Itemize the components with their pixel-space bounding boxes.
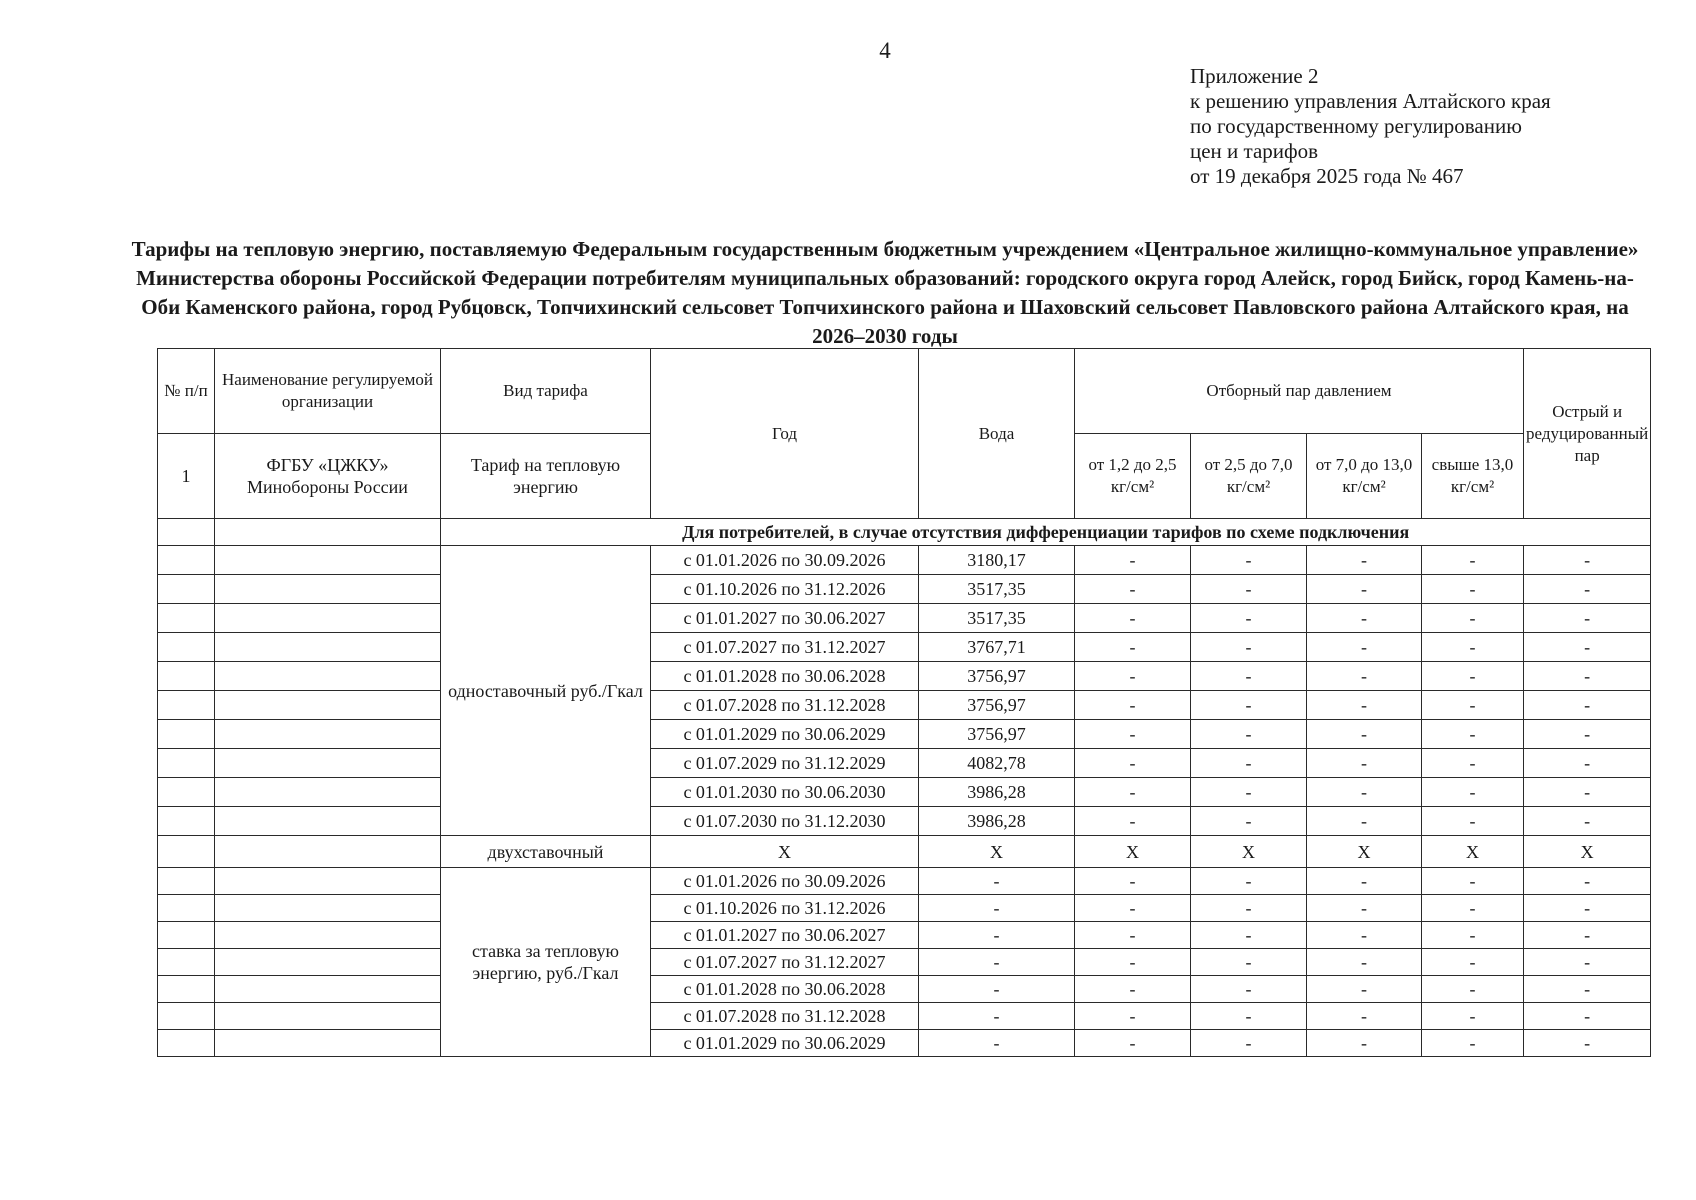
empty-cell bbox=[158, 836, 215, 868]
cell-p1: - bbox=[1075, 749, 1191, 778]
cell-p2: - bbox=[1191, 949, 1307, 976]
cell-p3: - bbox=[1307, 662, 1422, 691]
energy-rate-label: ставка за тепловую энергию, руб./Гкал bbox=[441, 868, 651, 1057]
cell-p2: - bbox=[1191, 895, 1307, 922]
appendix-line: по государственному регулированию bbox=[1190, 114, 1522, 138]
cell-sharp: - bbox=[1524, 720, 1651, 749]
cell-p4: - bbox=[1422, 749, 1524, 778]
cell-p2: - bbox=[1191, 868, 1307, 895]
empty-cell bbox=[215, 720, 441, 749]
cell-sharp: - bbox=[1524, 976, 1651, 1003]
empty-cell bbox=[158, 749, 215, 778]
empty-cell bbox=[215, 1003, 441, 1030]
cell-water: 3986,28 bbox=[919, 807, 1075, 836]
cell-water: 3517,35 bbox=[919, 604, 1075, 633]
empty-cell bbox=[158, 633, 215, 662]
empty-cell bbox=[215, 836, 441, 868]
header-tariff-type: Вид тарифа bbox=[441, 349, 651, 434]
cell-water: X bbox=[919, 836, 1075, 868]
cell-sharp: X bbox=[1524, 836, 1651, 868]
empty-cell bbox=[215, 868, 441, 895]
appendix-line: от 19 декабря 2025 года № 467 bbox=[1190, 164, 1464, 188]
cell-p4: - bbox=[1422, 575, 1524, 604]
section-title: Для потребителей, в случае отсутствия дифференциации тарифов по схеме подключения bbox=[441, 519, 1651, 546]
cell-period: с 01.01.2027 по 30.06.2027 bbox=[651, 604, 919, 633]
cell-p1: - bbox=[1075, 604, 1191, 633]
cell-water: 3986,28 bbox=[919, 778, 1075, 807]
cell-p3: - bbox=[1307, 1030, 1422, 1057]
cell-sharp: - bbox=[1524, 604, 1651, 633]
table-row bbox=[158, 720, 1651, 749]
cell-p2: - bbox=[1191, 807, 1307, 836]
empty-cell bbox=[215, 778, 441, 807]
cell-p2: - bbox=[1191, 546, 1307, 575]
empty-cell bbox=[215, 976, 441, 1003]
header-pressure-3: от 7,0 до 13,0 кг/см² bbox=[1307, 434, 1422, 519]
cell-p3: - bbox=[1307, 691, 1422, 720]
table-row bbox=[158, 604, 1651, 633]
cell-p3: - bbox=[1307, 976, 1422, 1003]
cell-water: - bbox=[919, 1030, 1075, 1057]
empty-cell bbox=[158, 976, 215, 1003]
empty-cell bbox=[158, 720, 215, 749]
cell-p4: - bbox=[1422, 895, 1524, 922]
cell-period: с 01.10.2026 по 31.12.2026 bbox=[651, 895, 919, 922]
empty-cell bbox=[215, 662, 441, 691]
cell-water: 3756,97 bbox=[919, 662, 1075, 691]
table-row bbox=[158, 949, 1651, 976]
cell-period: с 01.07.2028 по 31.12.2028 bbox=[651, 691, 919, 720]
cell-p4: - bbox=[1422, 604, 1524, 633]
empty-cell bbox=[215, 633, 441, 662]
cell-water: 3517,35 bbox=[919, 575, 1075, 604]
header-pressure-1: от 1,2 до 2,5 кг/см² bbox=[1075, 434, 1191, 519]
table-row bbox=[158, 575, 1651, 604]
cell-sharp: - bbox=[1524, 807, 1651, 836]
table-row bbox=[158, 778, 1651, 807]
table-row bbox=[158, 922, 1651, 949]
table-row bbox=[158, 546, 1651, 575]
cell-p2: X bbox=[1191, 836, 1307, 868]
cell-p1: - bbox=[1075, 662, 1191, 691]
header-pressure-2: от 2,5 до 7,0 кг/см² bbox=[1191, 434, 1307, 519]
cell-p2: - bbox=[1191, 1003, 1307, 1030]
cell-p3: - bbox=[1307, 575, 1422, 604]
cell-p1: - bbox=[1075, 976, 1191, 1003]
cell-period: с 01.10.2026 по 31.12.2026 bbox=[651, 575, 919, 604]
cell-period: с 01.07.2029 по 31.12.2029 bbox=[651, 749, 919, 778]
cell-p3: - bbox=[1307, 546, 1422, 575]
empty-cell bbox=[158, 778, 215, 807]
cell-period: с 01.07.2027 по 31.12.2027 bbox=[651, 633, 919, 662]
org-name: ФГБУ «ЦЖКУ» Минобороны России bbox=[215, 434, 441, 519]
cell-period: с 01.07.2028 по 31.12.2028 bbox=[651, 1003, 919, 1030]
row-number: 1 bbox=[158, 434, 215, 519]
appendix-line: цен и тарифов bbox=[1190, 139, 1319, 163]
cell-p2: - bbox=[1191, 691, 1307, 720]
empty-cell bbox=[215, 546, 441, 575]
header-water: Вода bbox=[919, 349, 1075, 519]
cell-p1: - bbox=[1075, 546, 1191, 575]
cell-sharp: - bbox=[1524, 749, 1651, 778]
two-rate-label: двухставочный bbox=[441, 836, 651, 868]
cell-sharp: - bbox=[1524, 1003, 1651, 1030]
appendix-line: Приложение 2 bbox=[1190, 64, 1319, 88]
header-steam: Отборный пар давлением bbox=[1075, 349, 1524, 434]
header-pressure-4: свыше 13,0 кг/см² bbox=[1422, 434, 1524, 519]
appendix-note bbox=[1190, 64, 1551, 189]
cell-p1: - bbox=[1075, 633, 1191, 662]
table-row bbox=[158, 1030, 1651, 1057]
cell-p2: - bbox=[1191, 1030, 1307, 1057]
cell-p4: X bbox=[1422, 836, 1524, 868]
cell-p3: - bbox=[1307, 720, 1422, 749]
empty-cell bbox=[158, 949, 215, 976]
empty-cell bbox=[158, 546, 215, 575]
cell-p3: - bbox=[1307, 604, 1422, 633]
cell-sharp: - bbox=[1524, 546, 1651, 575]
table-row bbox=[158, 662, 1651, 691]
cell-p2: - bbox=[1191, 662, 1307, 691]
cell-p2: - bbox=[1191, 749, 1307, 778]
empty-cell bbox=[215, 604, 441, 633]
cell-p4: - bbox=[1422, 546, 1524, 575]
cell-p4: - bbox=[1422, 922, 1524, 949]
cell-water: - bbox=[919, 1003, 1075, 1030]
cell-p4: - bbox=[1422, 976, 1524, 1003]
empty-cell bbox=[158, 691, 215, 720]
empty-cell bbox=[158, 1030, 215, 1057]
cell-sharp: - bbox=[1524, 922, 1651, 949]
header-sharp-steam: Острый и редуцированный пар bbox=[1524, 349, 1651, 519]
empty-cell bbox=[215, 949, 441, 976]
cell-p3: - bbox=[1307, 778, 1422, 807]
cell-p4: - bbox=[1422, 633, 1524, 662]
cell-p4: - bbox=[1422, 868, 1524, 895]
cell-p2: - bbox=[1191, 720, 1307, 749]
cell-period: с 01.01.2026 по 30.09.2026 bbox=[651, 868, 919, 895]
empty-cell bbox=[158, 922, 215, 949]
cell-p4: - bbox=[1422, 691, 1524, 720]
cell-sharp: - bbox=[1524, 1030, 1651, 1057]
empty-cell bbox=[158, 868, 215, 895]
cell-period: с 01.01.2026 по 30.09.2026 bbox=[651, 546, 919, 575]
cell-sharp: - bbox=[1524, 895, 1651, 922]
cell-sharp: - bbox=[1524, 662, 1651, 691]
cell-p4: - bbox=[1422, 662, 1524, 691]
appendix-line: к решению управления Алтайского края bbox=[1190, 89, 1551, 113]
cell-p1: - bbox=[1075, 778, 1191, 807]
empty-cell bbox=[215, 807, 441, 836]
empty-cell bbox=[215, 895, 441, 922]
cell-p4: - bbox=[1422, 807, 1524, 836]
cell-water: - bbox=[919, 976, 1075, 1003]
cell-p1: - bbox=[1075, 807, 1191, 836]
document-title: Тарифы на тепловую энергию, поставляемую Федеральным государственным бюджетным учреждением «Центральное жилищно-коммунальное управление» Министерства обороны Российской Федерации потребителям муниципальных образований: городского округа город Алейск, город Бийск, город Камень-на-Оби Каменского района, город Рубцовск, Топчихинский сельсовет Топчихинского района и Шаховский сельсовет Павловского района Алтайского края, на 2026–2030 годы bbox=[131, 237, 1639, 348]
table-row bbox=[158, 976, 1651, 1003]
cell-p4: - bbox=[1422, 1030, 1524, 1057]
cell-p3: - bbox=[1307, 633, 1422, 662]
empty-cell bbox=[158, 807, 215, 836]
empty-cell bbox=[215, 1030, 441, 1057]
cell-p4: - bbox=[1422, 1003, 1524, 1030]
table-row bbox=[158, 1003, 1651, 1030]
cell-p3: - bbox=[1307, 949, 1422, 976]
cell-water: - bbox=[919, 895, 1075, 922]
cell-period: X bbox=[651, 836, 919, 868]
cell-p2: - bbox=[1191, 575, 1307, 604]
cell-p3: X bbox=[1307, 836, 1422, 868]
cell-water: 3756,97 bbox=[919, 691, 1075, 720]
header-year: Год bbox=[651, 349, 919, 519]
cell-sharp: - bbox=[1524, 778, 1651, 807]
cell-period: с 01.01.2029 по 30.06.2029 bbox=[651, 720, 919, 749]
table-row bbox=[158, 807, 1651, 836]
cell-water: - bbox=[919, 922, 1075, 949]
cell-p4: - bbox=[1422, 949, 1524, 976]
cell-period: с 01.01.2029 по 30.06.2029 bbox=[651, 1030, 919, 1057]
cell-period: с 01.01.2027 по 30.06.2027 bbox=[651, 922, 919, 949]
cell-p1: - bbox=[1075, 949, 1191, 976]
table-row bbox=[158, 749, 1651, 778]
one-rate-label: одноставочный руб./Гкал bbox=[441, 546, 651, 836]
cell-period: с 01.07.2027 по 31.12.2027 bbox=[651, 949, 919, 976]
cell-water: 3180,17 bbox=[919, 546, 1075, 575]
empty-cell bbox=[215, 749, 441, 778]
cell-p1: - bbox=[1075, 868, 1191, 895]
cell-water: 3767,71 bbox=[919, 633, 1075, 662]
cell-water: - bbox=[919, 949, 1075, 976]
empty-cell bbox=[158, 604, 215, 633]
cell-p3: - bbox=[1307, 895, 1422, 922]
cell-p1: - bbox=[1075, 691, 1191, 720]
cell-sharp: - bbox=[1524, 868, 1651, 895]
cell-sharp: - bbox=[1524, 691, 1651, 720]
cell-p1: - bbox=[1075, 922, 1191, 949]
header-num: № п/п bbox=[158, 349, 215, 434]
cell-p1: X bbox=[1075, 836, 1191, 868]
cell-p3: - bbox=[1307, 1003, 1422, 1030]
cell-period: с 01.01.2028 по 30.06.2028 bbox=[651, 976, 919, 1003]
cell-p3: - bbox=[1307, 807, 1422, 836]
cell-p2: - bbox=[1191, 922, 1307, 949]
table-row bbox=[158, 836, 1651, 868]
empty-cell bbox=[158, 519, 215, 546]
empty-cell bbox=[158, 895, 215, 922]
cell-period: с 01.01.2030 по 30.06.2030 bbox=[651, 778, 919, 807]
cell-p1: - bbox=[1075, 1030, 1191, 1057]
cell-water: 3756,97 bbox=[919, 720, 1075, 749]
empty-cell bbox=[215, 519, 441, 546]
cell-p3: - bbox=[1307, 868, 1422, 895]
cell-p3: - bbox=[1307, 749, 1422, 778]
cell-period: с 01.01.2028 по 30.06.2028 bbox=[651, 662, 919, 691]
cell-water: 4082,78 bbox=[919, 749, 1075, 778]
cell-p2: - bbox=[1191, 976, 1307, 1003]
table-row bbox=[158, 868, 1651, 895]
cell-p1: - bbox=[1075, 1003, 1191, 1030]
empty-cell bbox=[215, 575, 441, 604]
empty-cell bbox=[215, 922, 441, 949]
table-row bbox=[158, 691, 1651, 720]
cell-p1: - bbox=[1075, 575, 1191, 604]
cell-p3: - bbox=[1307, 922, 1422, 949]
empty-cell bbox=[158, 662, 215, 691]
table-row bbox=[158, 633, 1651, 662]
cell-p1: - bbox=[1075, 720, 1191, 749]
table-row bbox=[158, 895, 1651, 922]
cell-p4: - bbox=[1422, 778, 1524, 807]
empty-cell bbox=[215, 691, 441, 720]
tariff-table bbox=[157, 348, 1651, 1057]
cell-sharp: - bbox=[1524, 949, 1651, 976]
page-number: 4 bbox=[879, 38, 891, 63]
tariff-name: Тариф на тепловую энергию bbox=[441, 434, 651, 519]
empty-cell bbox=[158, 1003, 215, 1030]
cell-period: с 01.07.2030 по 31.12.2030 bbox=[651, 807, 919, 836]
cell-sharp: - bbox=[1524, 575, 1651, 604]
cell-p2: - bbox=[1191, 778, 1307, 807]
header-org: Наименование регулируемой организации bbox=[215, 349, 441, 434]
cell-p2: - bbox=[1191, 633, 1307, 662]
empty-cell bbox=[158, 575, 215, 604]
cell-sharp: - bbox=[1524, 633, 1651, 662]
cell-p2: - bbox=[1191, 604, 1307, 633]
cell-p4: - bbox=[1422, 720, 1524, 749]
cell-p1: - bbox=[1075, 895, 1191, 922]
cell-water: - bbox=[919, 868, 1075, 895]
